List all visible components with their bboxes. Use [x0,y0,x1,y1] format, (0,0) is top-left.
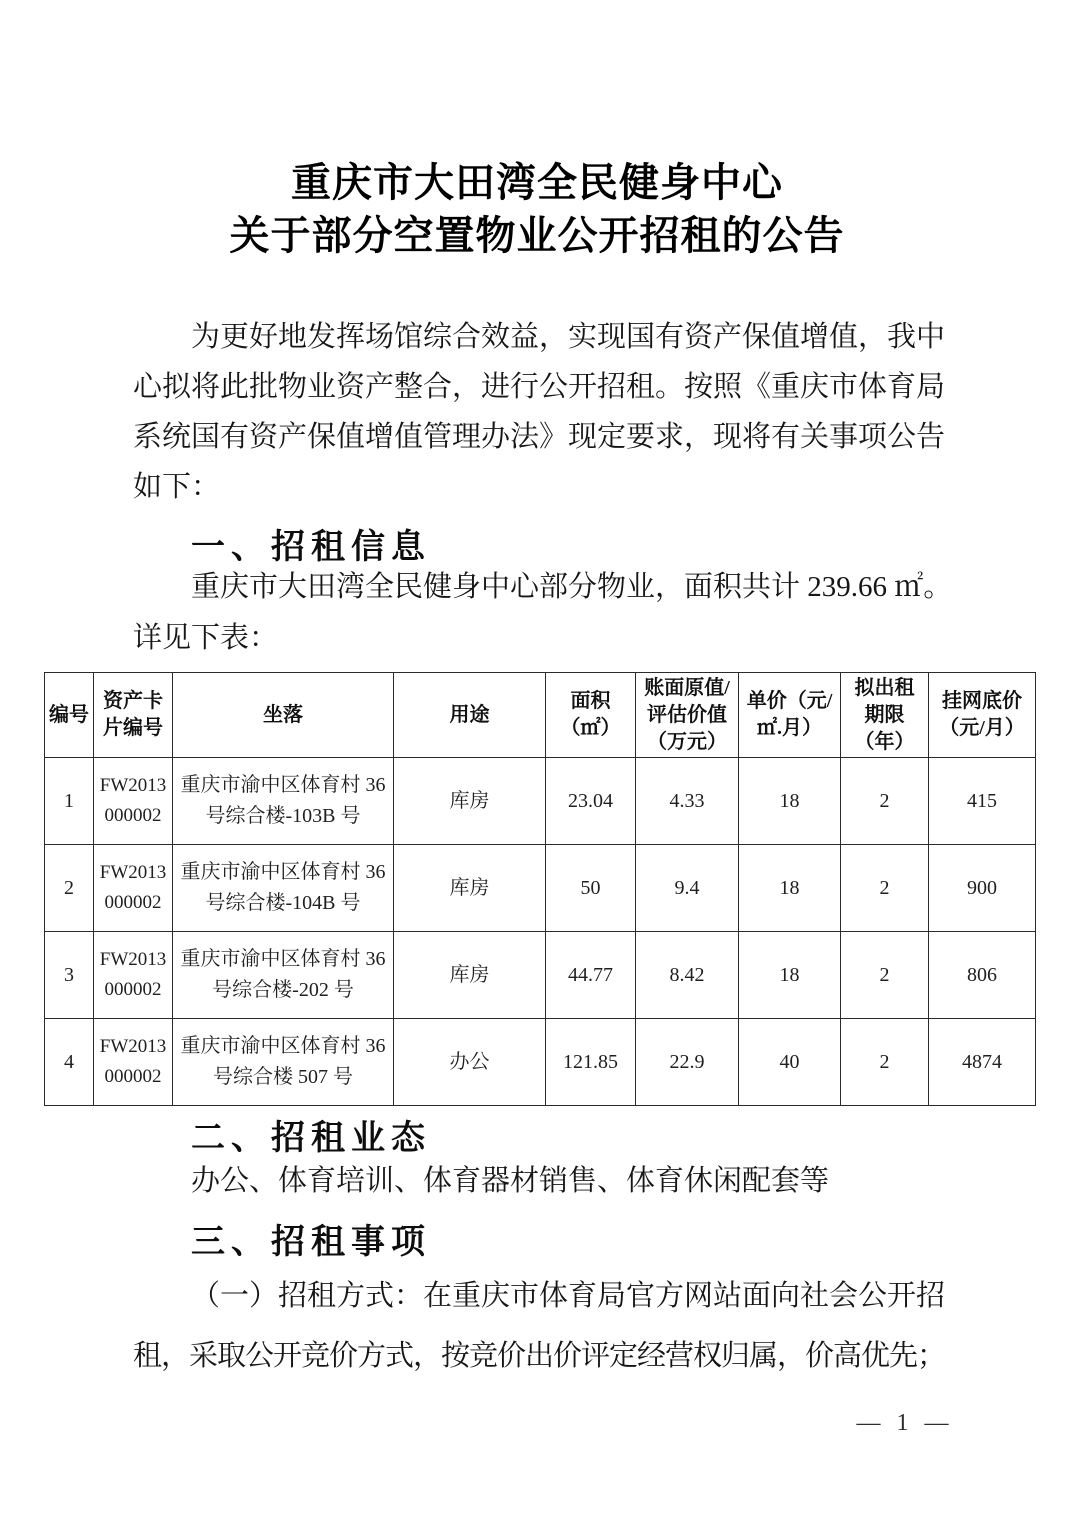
table-row [45,758,1036,845]
intro-line-1: 为更好地发挥场馆综合效益，实现国有资产保值增值，我中 [191,321,946,353]
cell-unit-price: 18 [739,932,841,1019]
col-header-unit-price: 单价（元/㎡.月） [739,673,841,758]
title-line-2: 关于部分空置物业公开招租的公告 [229,213,845,258]
cell-book-value: 22.9 [636,1019,739,1106]
intro-paragraph [133,312,945,512]
cell-asset-card-no: FW2013000002 [94,845,173,932]
cell-area: 44.77 [546,932,636,1019]
page-number: — 1 — [856,1410,954,1436]
cell-lease-term: 2 [841,758,929,845]
col-header-asset-card-no: 资产卡片编号 [94,673,173,758]
cell-book-value: 8.42 [636,932,739,1019]
cell-location: 重庆市渝中区体育村 36 号综合楼-202 号 [173,932,394,1019]
section2-heading: 二、招租业态 [191,1119,431,1157]
cell-listing-price: 415 [929,758,1036,845]
col-header-no: 编号 [45,673,94,758]
rental-info-table [44,672,1036,1106]
col-header-lease-term: 拟出租期限（年） [841,673,929,758]
cell-book-value: 4.33 [636,758,739,845]
section3-line-2: 租，采取公开竞价方式，按竞价出价评定经营权归属，价高优先； [133,1340,946,1372]
table-row [45,845,1036,932]
col-header-location: 坐落 [173,673,394,758]
cell-no: 1 [45,758,94,845]
cell-location: 重庆市渝中区体育村 36 号综合楼-103B 号 [173,758,394,845]
intro-line-2: 心拟将此批物业资产整合，进行公开招租。按照《重庆市体育局 [133,371,946,403]
cell-unit-price: 18 [739,758,841,845]
col-header-usage: 用途 [394,673,546,758]
cell-no: 4 [45,1019,94,1106]
intro-line-4: 如下： [133,471,221,503]
table-header-row [45,673,1036,758]
col-header-area: 面积（㎡） [546,673,636,758]
cell-no: 2 [45,845,94,932]
cell-usage: 库房 [394,932,546,1019]
section1-heading: 一、招租信息 [191,528,431,566]
cell-location: 重庆市渝中区体育村 36 号综合楼-104B 号 [173,845,394,932]
cell-listing-price: 900 [929,845,1036,932]
cell-lease-term: 2 [841,1019,929,1106]
col-header-listing-price: 挂网底价（元/月） [929,673,1036,758]
cell-unit-price: 40 [739,1019,841,1106]
cell-location: 重庆市渝中区体育村 36 号综合楼 507 号 [173,1019,394,1106]
cell-area: 23.04 [546,758,636,845]
table-row [45,932,1036,1019]
section3-paragraph [133,1266,945,1386]
cell-usage: 办公 [394,1019,546,1106]
cell-no: 3 [45,932,94,1019]
intro-line-3: 系统国有资产保值增值管理办法》现定要求，现将有关事项公告 [133,421,946,453]
cell-listing-price: 4874 [929,1019,1036,1106]
cell-asset-card-no: FW2013000002 [94,1019,173,1106]
cell-unit-price: 18 [739,845,841,932]
col-header-book-value: 账面原值/评估价值（万元） [636,673,739,758]
table-row [45,1019,1036,1106]
title-line-1: 重庆市大田湾全民健身中心 [291,160,783,205]
cell-area: 50 [546,845,636,932]
cell-usage: 库房 [394,758,546,845]
cell-book-value: 9.4 [636,845,739,932]
cell-usage: 库房 [394,845,546,932]
cell-listing-price: 806 [929,932,1036,1019]
section3-line-1: （一）招租方式：在重庆市体育局官方网站面向社会公开招 [191,1280,946,1312]
section2-line-1: 办公、体育培训、体育器材销售、体育休闲配套等 [191,1165,830,1197]
section1-line-2: 详见下表： [133,622,279,654]
cell-lease-term: 2 [841,932,929,1019]
cell-asset-card-no: FW2013000002 [94,932,173,1019]
document-title [0,156,1074,262]
cell-asset-card-no: FW2013000002 [94,758,173,845]
section3-heading: 三、招租事项 [191,1223,431,1261]
section1-line-1: 重庆市大田湾全民健身中心部分物业，面积共计 239.66 ㎡。 [191,571,953,603]
cell-area: 121.85 [546,1019,636,1106]
cell-lease-term: 2 [841,845,929,932]
